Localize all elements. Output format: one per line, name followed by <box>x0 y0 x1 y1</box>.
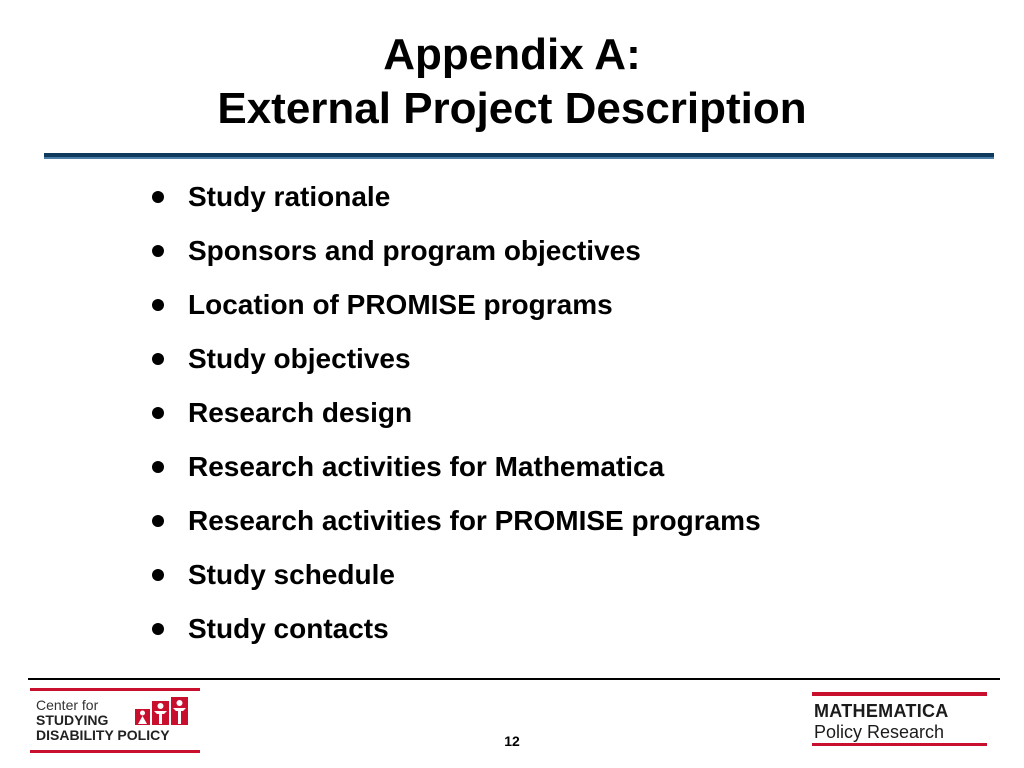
bullet-text: Research activities for Mathematica <box>188 451 665 482</box>
bullet-item <box>152 224 761 278</box>
logo-accent-bar <box>812 743 987 746</box>
slide-title <box>0 28 1024 136</box>
logo-accent-bar <box>30 750 200 753</box>
bullet-item <box>152 602 761 656</box>
bullet-text: Study schedule <box>188 559 395 590</box>
mathematica-logo-name: MATHEMATICA <box>814 701 949 721</box>
bullet-list <box>152 170 761 656</box>
bullet-icon <box>152 407 164 419</box>
bullet-text: Research design <box>188 397 413 428</box>
bullet-text: Location of PROMISE programs <box>188 289 613 320</box>
bullet-item <box>152 170 761 224</box>
bullet-text: Study objectives <box>188 343 411 374</box>
people-figures-icon <box>134 697 190 727</box>
bullet-icon <box>152 569 164 581</box>
bullet-text: Research activities for PROMISE programs <box>188 505 761 536</box>
bullet-text: Study rationale <box>188 181 391 212</box>
bullet-icon <box>152 461 164 473</box>
slide-title-line1: Appendix A: <box>383 30 641 79</box>
bullet-item <box>152 278 761 332</box>
mathematica-logo <box>812 692 992 748</box>
bullet-icon <box>152 353 164 365</box>
csdp-logo-line1: Center for <box>36 697 99 713</box>
bullet-item <box>152 548 761 602</box>
bullet-item <box>152 440 761 494</box>
csdp-logo-line3: DISABILITY POLICY <box>36 727 170 743</box>
csdp-logo <box>30 688 200 756</box>
footer-divider <box>28 678 1000 680</box>
bullet-icon <box>152 191 164 203</box>
bullet-item <box>152 332 761 386</box>
bullet-icon <box>152 299 164 311</box>
page-number: 12 <box>504 733 520 749</box>
title-divider <box>44 153 994 159</box>
logo-accent-bar <box>812 692 987 696</box>
bullet-text: Sponsors and program objectives <box>188 235 641 266</box>
logo-accent-bar <box>30 688 200 691</box>
bullet-item <box>152 494 761 548</box>
csdp-logo-line2: STUDYING <box>36 712 109 728</box>
mathematica-logo-subtitle: Policy Research <box>814 722 945 742</box>
bullet-text: Study contacts <box>188 613 389 644</box>
bullet-icon <box>152 515 164 527</box>
bullet-icon <box>152 245 164 257</box>
bullet-item <box>152 386 761 440</box>
bullet-icon <box>152 623 164 635</box>
slide-title-line2: External Project Description <box>217 84 807 133</box>
